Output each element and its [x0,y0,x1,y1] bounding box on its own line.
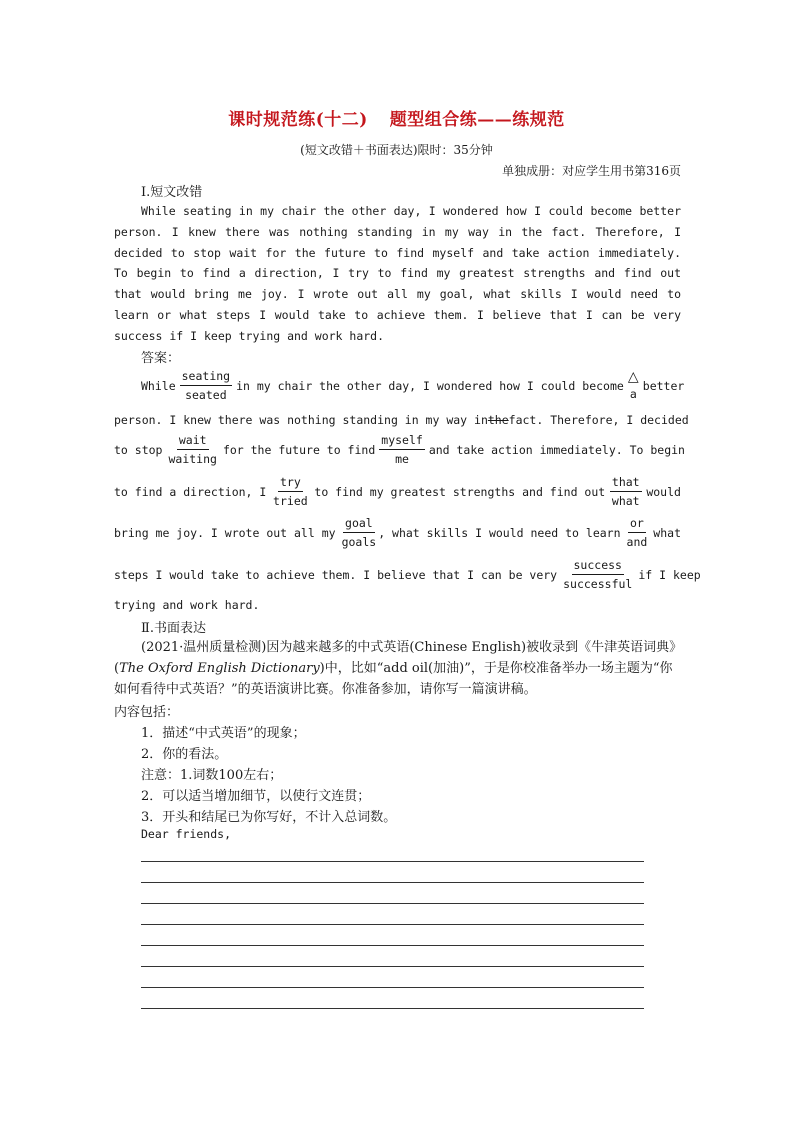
writing-line[interactable] [141,966,644,967]
note-item: 注意：1.词数100左右； [141,768,283,783]
answer-label: 答案： [141,351,181,366]
note-item: 3．开头和结尾已为你写好，不计入总词数。 [141,810,397,825]
answer-text: fact. Therefore, I decided [508,413,689,427]
section-1-heading: Ⅰ.短文改错 [141,185,203,200]
answer-text: While [141,378,176,393]
deleted-word: the [487,413,509,427]
writing-line[interactable] [141,861,644,862]
original-word: success [572,556,624,575]
content-label: 内容包括： [114,705,180,720]
correction [557,556,638,593]
answer-line-1 [141,367,685,404]
original-word: goal [343,514,375,533]
answer-text: to find my greatest strengths and find out [314,484,606,499]
writing-line[interactable] [141,945,644,946]
answer-text: to find a direction, I [114,484,267,499]
writing-line[interactable] [141,924,644,925]
answer-text: , what skills I would need to learn [378,525,621,540]
original-word: try [278,473,303,492]
writing-line[interactable] [141,987,644,988]
answer-text: in my chair the other day, I wondered how I could become [236,378,624,393]
corrected-word: and [626,535,648,549]
correction [375,431,429,468]
inserted-word: a [629,386,637,401]
title-part-2: 题型组合练——练规范 [389,110,565,130]
answer-text: what [653,525,681,540]
dictionary-name: The Oxford English Dictionary [119,661,320,676]
correction [162,431,222,468]
content-item: 1．描述“中式英语”的现象； [141,726,306,741]
corrected-word: me [395,452,409,466]
error-passage: While seating in my chair the other day, I wondered how I could become better person. I knew there was nothing standing in my way in the fact. Therefore, I decided to stop wait for the future to find myself and take action immediately. To begin to find a direction, I try to find my greatest strengths and find out that would bring me joy. I wrote out all my goal, what skills I would need to learn or what steps I would take to achieve them. I believe that I can be very success if I keep trying and work hard. [114,204,681,343]
insertion-mark-icon: △ [627,368,639,385]
corrected-word: successful [563,577,633,591]
answer-text: person. I knew there was nothing standing in my way in [114,413,488,427]
note-item: 2．可以适当增加细节，以使行文连贯； [141,789,371,804]
answer-text: bring me joy. I wrote out all my [114,525,336,540]
correction [606,473,646,510]
corrected-word: what [611,494,640,508]
original-word: wait [177,431,209,450]
page-title [0,105,793,130]
correction [176,367,236,404]
original-word: or [628,514,646,533]
answer-line-7: trying and work hard. [114,598,260,612]
correction [336,514,379,551]
answer-text: better [642,378,685,393]
content-item: 2．你的看法。 [141,747,228,762]
correction [267,473,314,510]
section-2-heading: Ⅱ.书面表达 [141,621,206,636]
insertion-correction [624,369,643,403]
original-word: that [610,473,642,492]
original-word: myself [379,431,425,450]
answer-text: to stop [114,442,163,457]
answer-text: would [646,484,681,499]
answer-line-3 [114,431,685,468]
prompt-text: )中，比如“add oil(加油)”，于是你校准备举办一场主题为“你如何看待中式英语？”的英语演讲比赛。你准备参加，请你写一篇演讲稿。 [114,661,673,697]
title-part-1: 课时规范练(十二) [228,110,368,130]
correction [621,514,654,551]
corrected-word: goals [341,535,377,549]
corrected-word: tried [273,494,308,508]
answer-text: steps I would take to achieve them. I believe that I can be very [114,567,558,582]
source-note: 单独成册：对应学生用书第316页 [502,164,681,178]
writing-line[interactable] [141,903,644,904]
answer-line-5 [114,514,681,551]
answer-text: if I keep [638,567,701,582]
answer-line-4 [114,473,681,510]
corrected-word: seated [185,388,227,402]
prompt-text: (2021·温州质量检测)因为越来越多的中式英语(Chinese English)被收录到《牛津英语词典》( [114,640,676,676]
subtitle: (短文改错＋书面表达)限时：35分钟 [300,143,493,157]
writing-line[interactable] [141,1008,644,1009]
writing-line[interactable] [141,882,644,883]
answer-text: for the future to find [222,442,376,457]
original-word: seating [180,367,232,386]
greeting: Dear friends, [141,827,232,841]
answer-line-2 [114,410,689,430]
answer-line-6 [114,556,701,593]
answer-text: and take action immediately. To begin [428,442,685,457]
corrected-word: waiting [168,452,217,466]
writing-prompt [114,637,681,700]
